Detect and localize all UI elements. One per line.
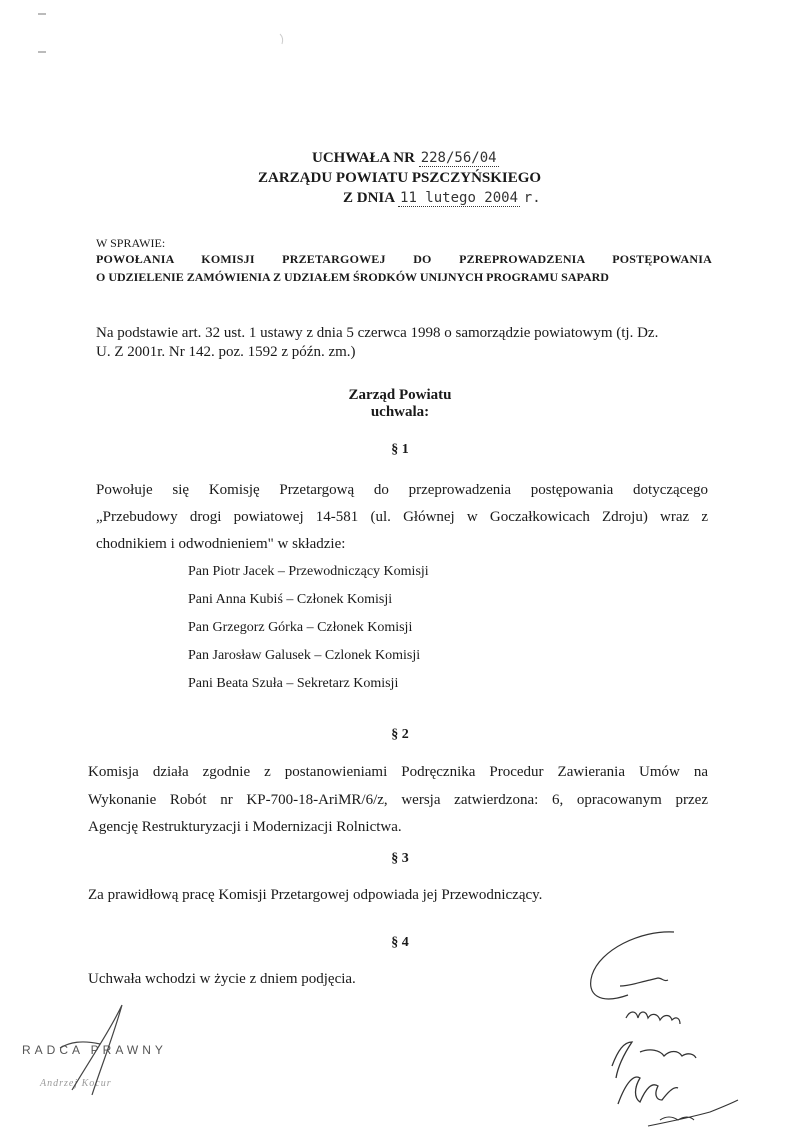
signature-1 [591, 932, 674, 999]
resolution-number: 228/56/04 [420, 150, 497, 166]
subject-line-1: POWOŁANIA KOMISJI PRZETARGOWEJ DO PZREPROWADZENIA POSTĘPOWANIA [96, 252, 712, 266]
resolving-body: Zarząd Powiatu [348, 387, 452, 403]
section-1-line-2: „Przebudowy drogi powiatowej 14-581 (ul. Głównej w Goczałkowicach Zdroju) wraz z [96, 509, 708, 525]
subject-label: W SPRAWIE: [96, 236, 166, 250]
legal-basis-line-1: Na podstawie art. 32 ust. 1 ustawy z dnia 5 czerwca 1998 o samorządzie powiatowym (tj. Dz. [96, 325, 659, 341]
section-1-line-3: chodnikiem i odwodnieniem" w składzie: [96, 536, 346, 552]
date-prefix: Z DNIA [343, 190, 395, 206]
member-gorka: Pan Grzegorz Górka – Członek Komisji [188, 620, 413, 635]
section-2-line-3: Agencję Restrukturyzacji i Modernizacji Rolnictwa. [88, 819, 402, 835]
member-chairman: Pan Piotr Jacek – Przewodniczący Komisji [188, 564, 429, 579]
section-2-line-2: Wykonanie Robót nr KP-700-18-AriMR/6/z, wersja zatwierdzona: 6, opracowanym przez [88, 792, 708, 808]
section-3-heading: § 3 [391, 851, 409, 866]
member-secretary: Pani Beata Szuła – Sekretarz Komisji [188, 676, 399, 691]
stamp-title: RADCA PRAWNY [22, 1043, 167, 1057]
resolves-word: uchwala: [370, 404, 430, 420]
legal-basis-line-2: U. Z 2001r. Nr 142. poz. 1592 z późn. zm.) [96, 344, 356, 360]
member-galusek: Pan Jarosław Galusek – Czlonek Komisji [188, 648, 421, 663]
section-2-line-1: Komisja działa zgodnie z postanowieniami Podręcznika Procedur Zawierania Umów na [88, 764, 708, 780]
subject-line-2: O UDZIELENIE ZAMÓWIENIA Z UDZIAŁEM ŚRODKÓW UNIJNYCH PROGRAMU SAPARD [96, 270, 609, 284]
signature-3 [612, 1042, 696, 1078]
title-prefix: UCHWAŁA NR [312, 150, 415, 166]
stamp-name: Andrzej Kocur [40, 1078, 112, 1089]
section-4-heading: § 4 [391, 935, 409, 950]
section-3-text: Za prawidłową pracę Komisji Przetargowej odpowiada jej Przewodniczący. [88, 887, 543, 903]
resolution-date: 11 lutego 2004 [400, 190, 519, 206]
signature-2 [626, 1012, 680, 1024]
section-1-line-1: Powołuje się Komisję Przetargową do przeprowadzenia postępowania dotyczącego [96, 482, 708, 498]
signature-5 [648, 1100, 738, 1126]
issuer: ZARZĄDU POWIATU PSZCZYŃSKIEGO [258, 170, 542, 186]
signature-4 [618, 1077, 678, 1104]
date-suffix: r. [523, 190, 541, 206]
section-1-heading: § 1 [391, 442, 409, 457]
section-2-heading: § 2 [391, 727, 409, 742]
section-4-text: Uchwała wchodzi w życie z dniem podjęcia. [88, 971, 356, 987]
member-kubis: Pani Anna Kubiś – Członek Komisji [188, 592, 393, 607]
